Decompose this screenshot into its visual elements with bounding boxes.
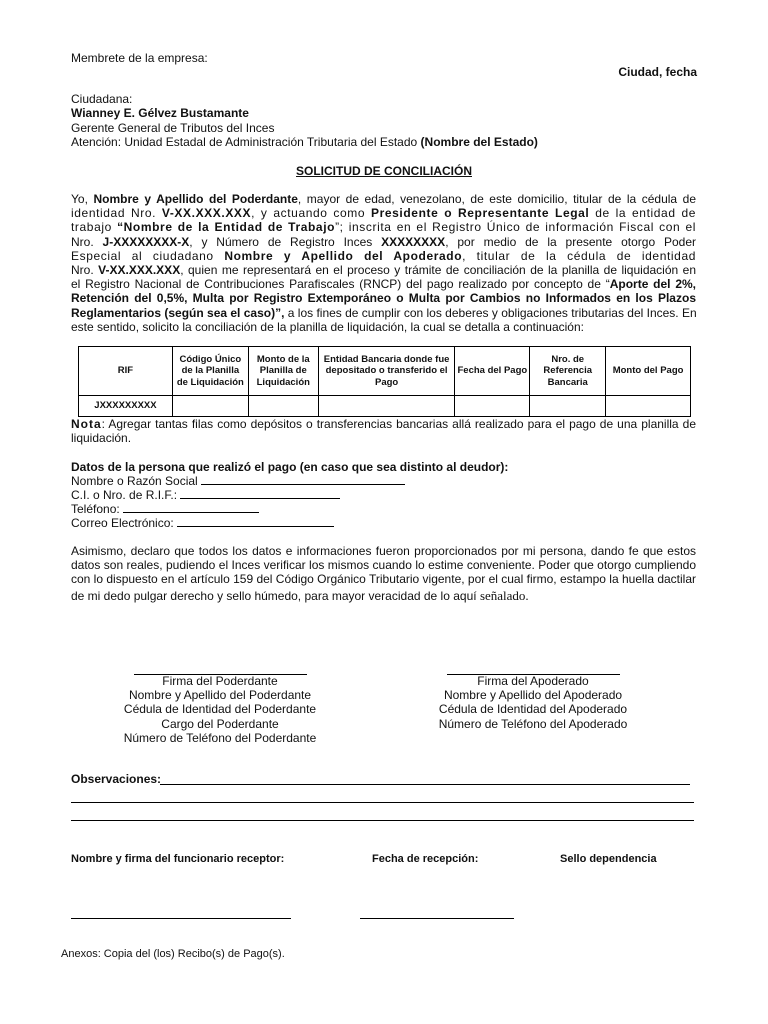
role-placeholder: Presidente o Representante Legal xyxy=(371,206,590,221)
grantor-phone-label: Número de Teléfono del Poderdante xyxy=(123,730,317,745)
body-text: , mayor de edad, venezolano, de este domicilio, titular de la cédula de xyxy=(297,192,696,206)
body-line xyxy=(71,249,696,263)
declaration-line: Asimismo, declaro que todos los datos e informaciones fueron proporcionados por mi persona, dando fe que estos xyxy=(71,544,696,558)
table-row xyxy=(79,396,691,417)
body-line xyxy=(71,277,696,291)
declaration-line: datos son reales, pudiendo el Inces verificar los mismos cuando lo estime conveniente. Poder que otorgo cumpliendo xyxy=(71,558,696,573)
body-text: el Registro Nacional de Contribuciones Parafiscales (RNCP) del pago realizado por concepto de “ xyxy=(71,277,610,292)
declaration-line xyxy=(71,589,696,603)
table-cell xyxy=(248,396,318,417)
body-text: Nro. xyxy=(71,263,94,278)
table-header-cell: Monto de la Planilla de Liquidación xyxy=(248,347,318,396)
body-text: , por medio de la presente otorgo Poder xyxy=(445,234,697,249)
body-text: a los fines de cumplir con los deberes y obligaciones tributarias del Inces. En xyxy=(287,305,697,320)
attention-prefix: Atención: Unidad Estadal de Administración Tributaria del Estado xyxy=(71,135,418,149)
table-cell xyxy=(455,396,530,417)
seal-label: Sello dependencia xyxy=(560,853,657,865)
attorney-phone-label: Número de Teléfono del Apoderado xyxy=(438,716,628,731)
letterhead-label: Membrete de la empresa: xyxy=(71,51,208,65)
payer-id-label: C.I. o Nro. de R.I.F.: xyxy=(71,488,178,502)
payer-phone-field[interactable] xyxy=(123,502,259,513)
document-title: SOLICITUD DE CONCILIACIÓN xyxy=(296,164,472,178)
payer-id-row xyxy=(71,488,340,502)
receiver-label: Nombre y firma del funcionario receptor: xyxy=(71,853,285,865)
table-cell xyxy=(530,396,606,417)
payer-email-label: Correo Electrónico: xyxy=(71,516,174,530)
grantor-signature-label: Firma del Poderdante xyxy=(162,674,278,688)
note-line: liquidación. xyxy=(71,431,132,446)
table-header-cell: RIF xyxy=(79,347,173,396)
body-text: Yo, xyxy=(71,192,88,206)
attorney-id-placeholder: V-XX.XXX.XXX xyxy=(98,263,181,278)
concept-placeholder: Reglamentarios (según sea el caso)”, xyxy=(71,305,285,320)
table-cell: JXXXXXXXXX xyxy=(79,396,173,417)
body-text: Especial al ciudadano xyxy=(71,248,214,263)
table-cell xyxy=(172,396,248,417)
inces-number-placeholder: XXXXXXXX xyxy=(381,234,446,249)
payer-name-label: Nombre o Razón Social xyxy=(71,474,198,488)
attorney-signature-block xyxy=(413,674,653,731)
body-text: , y actuando como xyxy=(251,206,366,221)
note-line xyxy=(71,417,696,431)
declaration-paragraph xyxy=(71,544,696,603)
payer-email-field[interactable] xyxy=(177,516,334,527)
table-header-row xyxy=(79,347,691,396)
payer-heading: Datos de la persona que realizó el pago (en caso que sea distinto al deudor): xyxy=(71,460,509,474)
observations-line[interactable] xyxy=(71,820,694,821)
body-line xyxy=(71,206,696,220)
body-text: Nro. xyxy=(71,234,94,249)
observations-line[interactable] xyxy=(160,784,690,785)
recipient-role: Gerente General de Tributos del Inces xyxy=(71,121,275,135)
note xyxy=(71,417,696,445)
body-text: de la entidad de xyxy=(595,206,696,221)
grantor-name-label: Nombre y Apellido del Poderdante xyxy=(128,688,312,703)
body-paragraph xyxy=(71,192,696,334)
attention-state: (Nombre del Estado) xyxy=(420,135,538,149)
payer-phone-row xyxy=(71,502,259,516)
body-text: , titular de la cédula de identidad xyxy=(462,248,696,263)
attorney-name-placeholder: Nombre y Apellido del Apoderado xyxy=(224,248,463,263)
body-line xyxy=(71,220,696,234)
observations-line[interactable] xyxy=(71,802,694,803)
body-line xyxy=(71,306,696,320)
attorney-id-label: Cédula de Identidad del Apoderado xyxy=(438,702,628,717)
grantor-signature-block xyxy=(100,674,340,745)
body-text: ”; inscrita en el Registro Único de información Fiscal con el xyxy=(335,220,697,235)
concept-placeholder: Aporte del 2%, xyxy=(609,277,696,292)
payer-id-field[interactable] xyxy=(180,488,340,499)
body-text: , quien me representará en el proceso y trámite de conciliación de la planilla de liquidación en xyxy=(180,263,696,278)
note-label: Nota xyxy=(71,417,102,431)
attorney-signature-label: Firma del Apoderado xyxy=(477,674,589,688)
table-cell xyxy=(318,396,455,417)
rif-placeholder: J-XXXXXXXX-X xyxy=(102,234,190,249)
body-line xyxy=(71,263,696,277)
grantor-id-placeholder: V-XX.XXX.XXX xyxy=(161,206,252,221)
payer-name-field[interactable] xyxy=(201,474,405,485)
payment-table xyxy=(78,346,691,417)
payer-name-row xyxy=(71,474,405,488)
declaration-text: señalado. xyxy=(479,587,529,603)
table-header-cell: Código Único de la Planilla de Liquidación xyxy=(172,347,248,396)
city-date: Ciudad, fecha xyxy=(618,65,697,79)
annex-note: Anexos: Copia del (los) Recibo(s) de Pago(s). xyxy=(61,948,285,960)
body-line xyxy=(71,235,696,249)
table-header-cell: Nro. de Referencia Bancaria xyxy=(530,347,606,396)
table-header-cell: Entidad Bancaria donde fue depositado o transferido el Pago xyxy=(318,347,455,396)
payer-phone-label: Teléfono: xyxy=(71,502,120,516)
entity-name-placeholder: “Nombre de la Entidad de Trabajo xyxy=(117,220,336,235)
attorney-name-label: Nombre y Apellido del Apoderado xyxy=(443,688,623,703)
observations-label: Observaciones: xyxy=(71,772,162,786)
body-line xyxy=(71,192,696,206)
table-header-cell: Monto del Pago xyxy=(606,347,691,396)
note-text: : Agregar tantas filas como depósitos o transferencias bancarias allá realizado para el pago de una planilla de xyxy=(101,417,696,431)
salutation: Ciudadana: xyxy=(71,92,133,106)
grantor-name-placeholder: Nombre y Apellido del Poderdante xyxy=(93,192,298,206)
body-line: este sentido, solicito la conciliación de la planilla de liquidación, la cual se detalla a continuación: xyxy=(71,319,584,334)
reception-date-line[interactable] xyxy=(360,918,514,919)
body-text: trabajo xyxy=(71,220,112,235)
payer-email-row xyxy=(71,516,334,530)
declaration-line: con lo dispuesto en el artículo 159 del Código Orgánico Tributario vigente, por el cual firmo, estampo la huella dactilar xyxy=(71,572,697,587)
grantor-id-label: Cédula de Identidad del Poderdante xyxy=(123,702,317,717)
table-header-cell: Fecha del Pago xyxy=(455,347,530,396)
body-text: , y Número de Registro Inces xyxy=(189,234,373,249)
grantor-position-label: Cargo del Poderdante xyxy=(161,716,279,731)
body-text: identidad Nro. xyxy=(71,206,157,221)
body-line: Retención del 0,5%, Multa por Registro Extemporáneo o Multa por Cambios no Informados en los Plazos xyxy=(71,291,696,306)
declaration-text: de mi dedo pulgar derecho y sello húmedo, para mayor veracidad de lo aquí xyxy=(71,588,477,603)
attention-line xyxy=(71,135,538,149)
reception-date-label: Fecha de recepción: xyxy=(372,853,479,865)
table-cell xyxy=(606,396,691,417)
recipient-name: Wianney E. Gélvez Bustamante xyxy=(71,106,249,120)
receiver-signature-line[interactable] xyxy=(71,918,291,919)
